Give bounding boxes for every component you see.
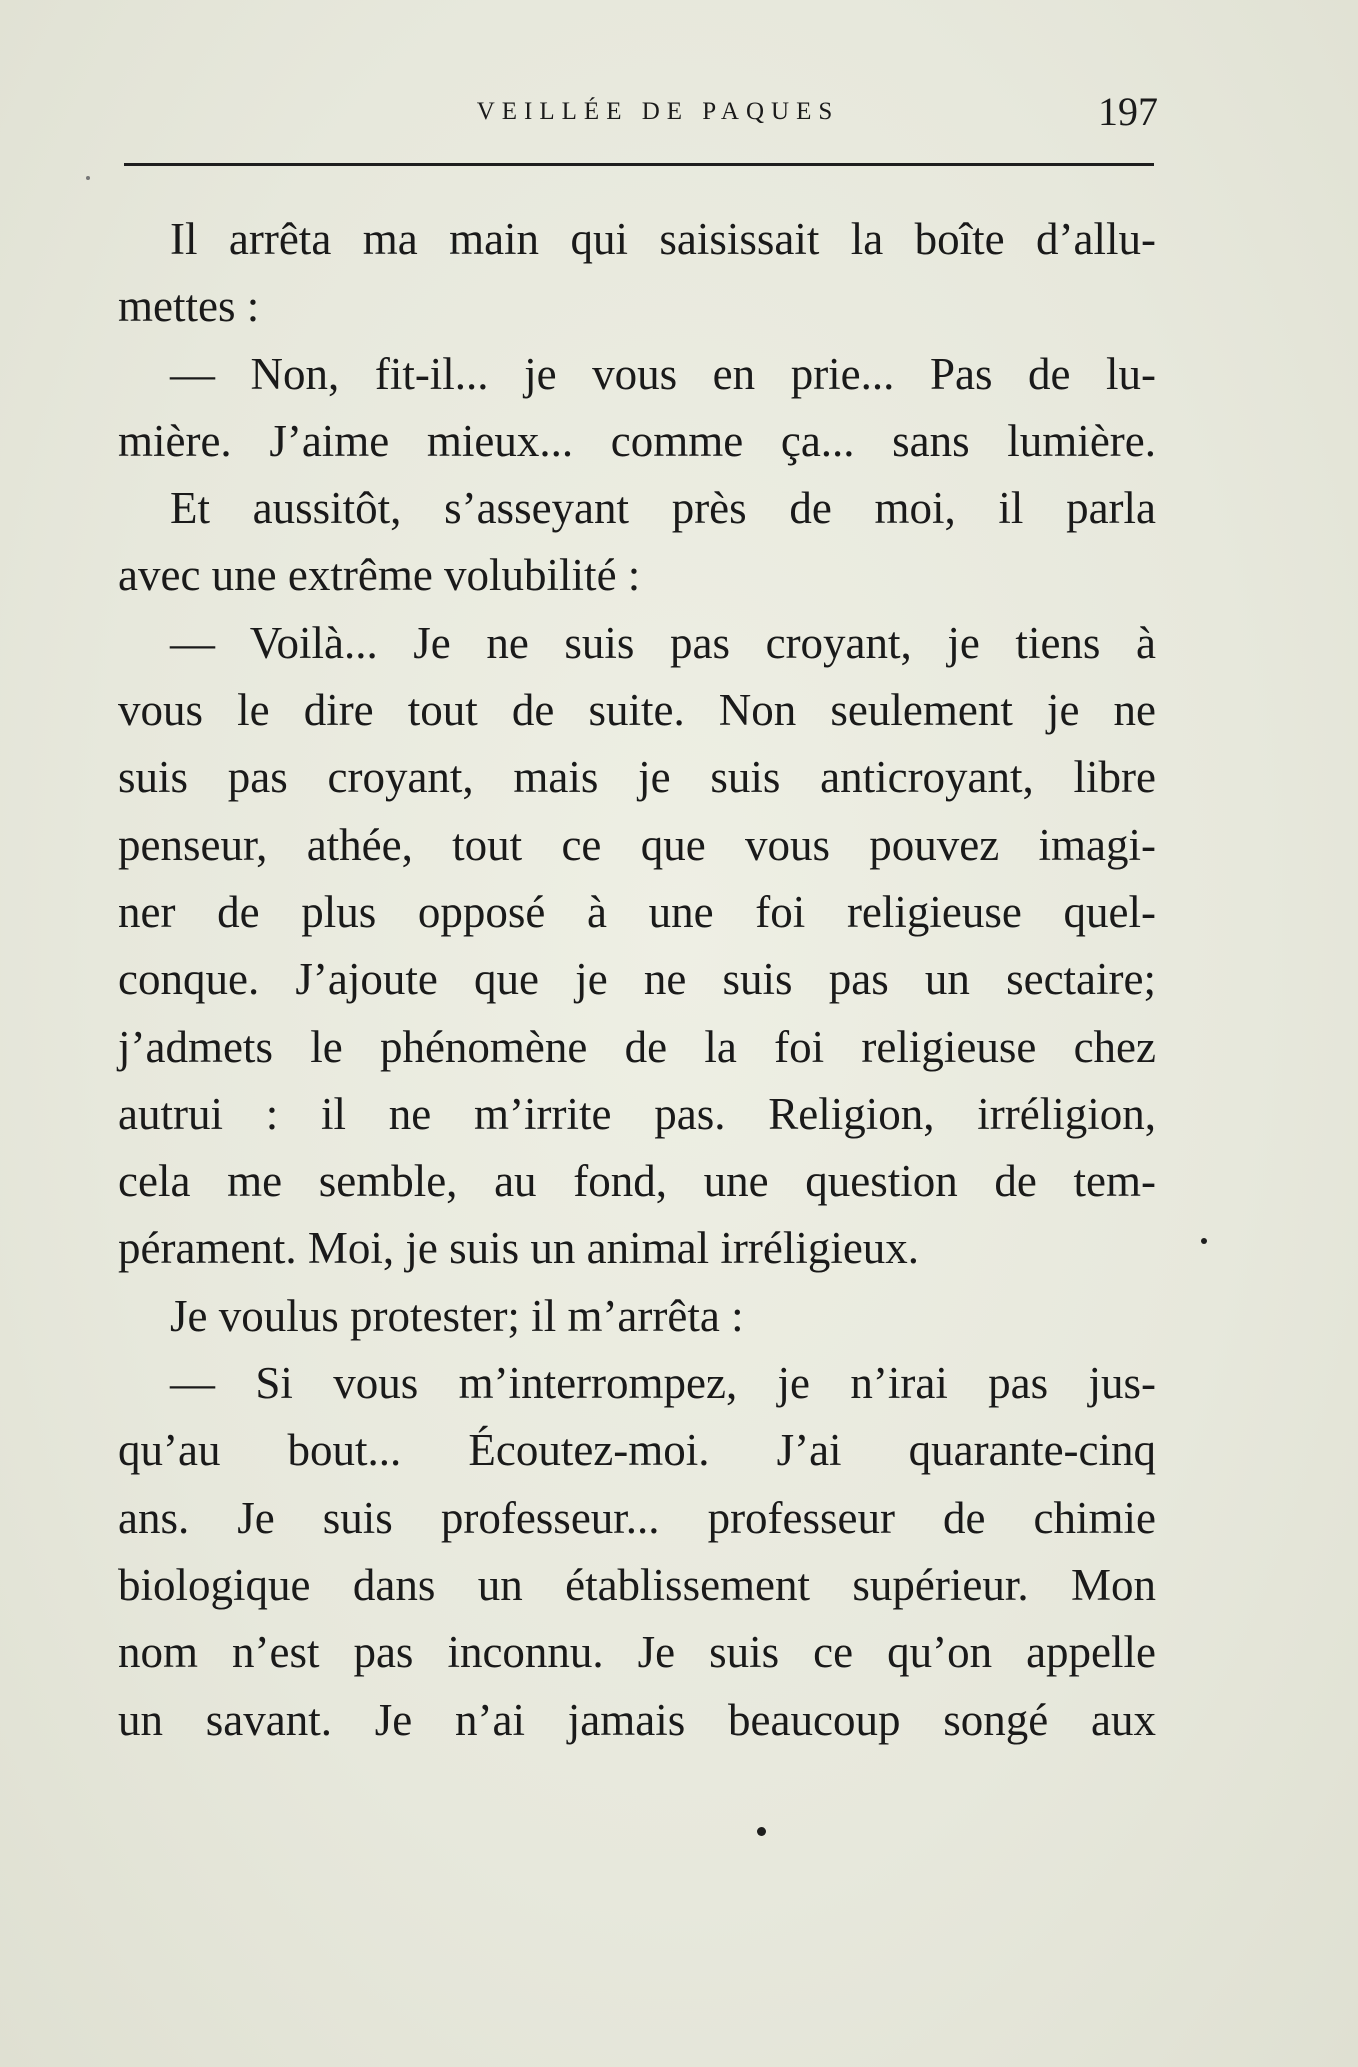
ink-speck [1201, 1238, 1207, 1244]
text-line: qu’au bout... Écoutez-moi. J’ai quarante-cinq [118, 1425, 1156, 1476]
text-line: Et aussitôt, s’asseyant près de moi, il parla [170, 483, 1156, 534]
text-line: Je voulus protester; il m’arrêta : [170, 1290, 744, 1341]
text-line: un savant. Je n’ai jamais beaucoup songé aux [118, 1694, 1156, 1745]
text-line: — Voilà... Je ne suis pas croyant, je tiens à [170, 617, 1156, 668]
text-line: mière. J’aime mieux... comme ça... sans lumière. [118, 415, 1156, 466]
text-line: ans. Je suis professeur... professeur de chimie [118, 1492, 1156, 1543]
text-line: ner de plus opposé à une foi religieuse quel- [118, 886, 1156, 937]
text-line: — Si vous m’interrompez, je n’irai pas jus- [170, 1358, 1156, 1409]
ink-speck [757, 1827, 766, 1836]
running-title: VEILLÉE DE PAQUES [476, 98, 840, 125]
text-line: Il arrêta ma main qui saisissait la boîte d’allu- [170, 214, 1156, 264]
ink-speck [86, 176, 90, 180]
text-line: suis pas croyant, mais je suis anticroyant, libre [118, 752, 1156, 803]
text-line: — Non, fit-il... je vous en prie... Pas de lu- [170, 348, 1156, 399]
page-header [118, 89, 1158, 142]
header-rule [124, 163, 1154, 166]
text-line: cela me semble, au fond, une question de tem- [118, 1156, 1156, 1207]
text-line: j’admets le phénomène de la foi religieuse chez [118, 1021, 1156, 1072]
text-line: mettes : [118, 281, 260, 332]
text-line: conque. J’ajoute que je ne suis pas un sectaire; [118, 954, 1156, 1005]
text-line: biologique dans un établissement supérieur. Mon [118, 1559, 1156, 1610]
text-line: pérament. Moi, je suis un animal irréligieux. [118, 1223, 920, 1274]
text-line: vous le dire tout de suite. Non seulement je ne [118, 685, 1156, 736]
text-line: penseur, athée, tout ce que vous pouvez imagi- [118, 819, 1156, 870]
text-line: autrui : il ne m’irrite pas. Religion, irréligion, [118, 1088, 1156, 1139]
page-number: 197 [1098, 89, 1158, 134]
text-line: nom n’est pas inconnu. Je suis ce qu’on appelle [118, 1627, 1156, 1678]
text-line: avec une extrême volubilité : [118, 550, 641, 601]
body-text [118, 206, 1156, 1754]
